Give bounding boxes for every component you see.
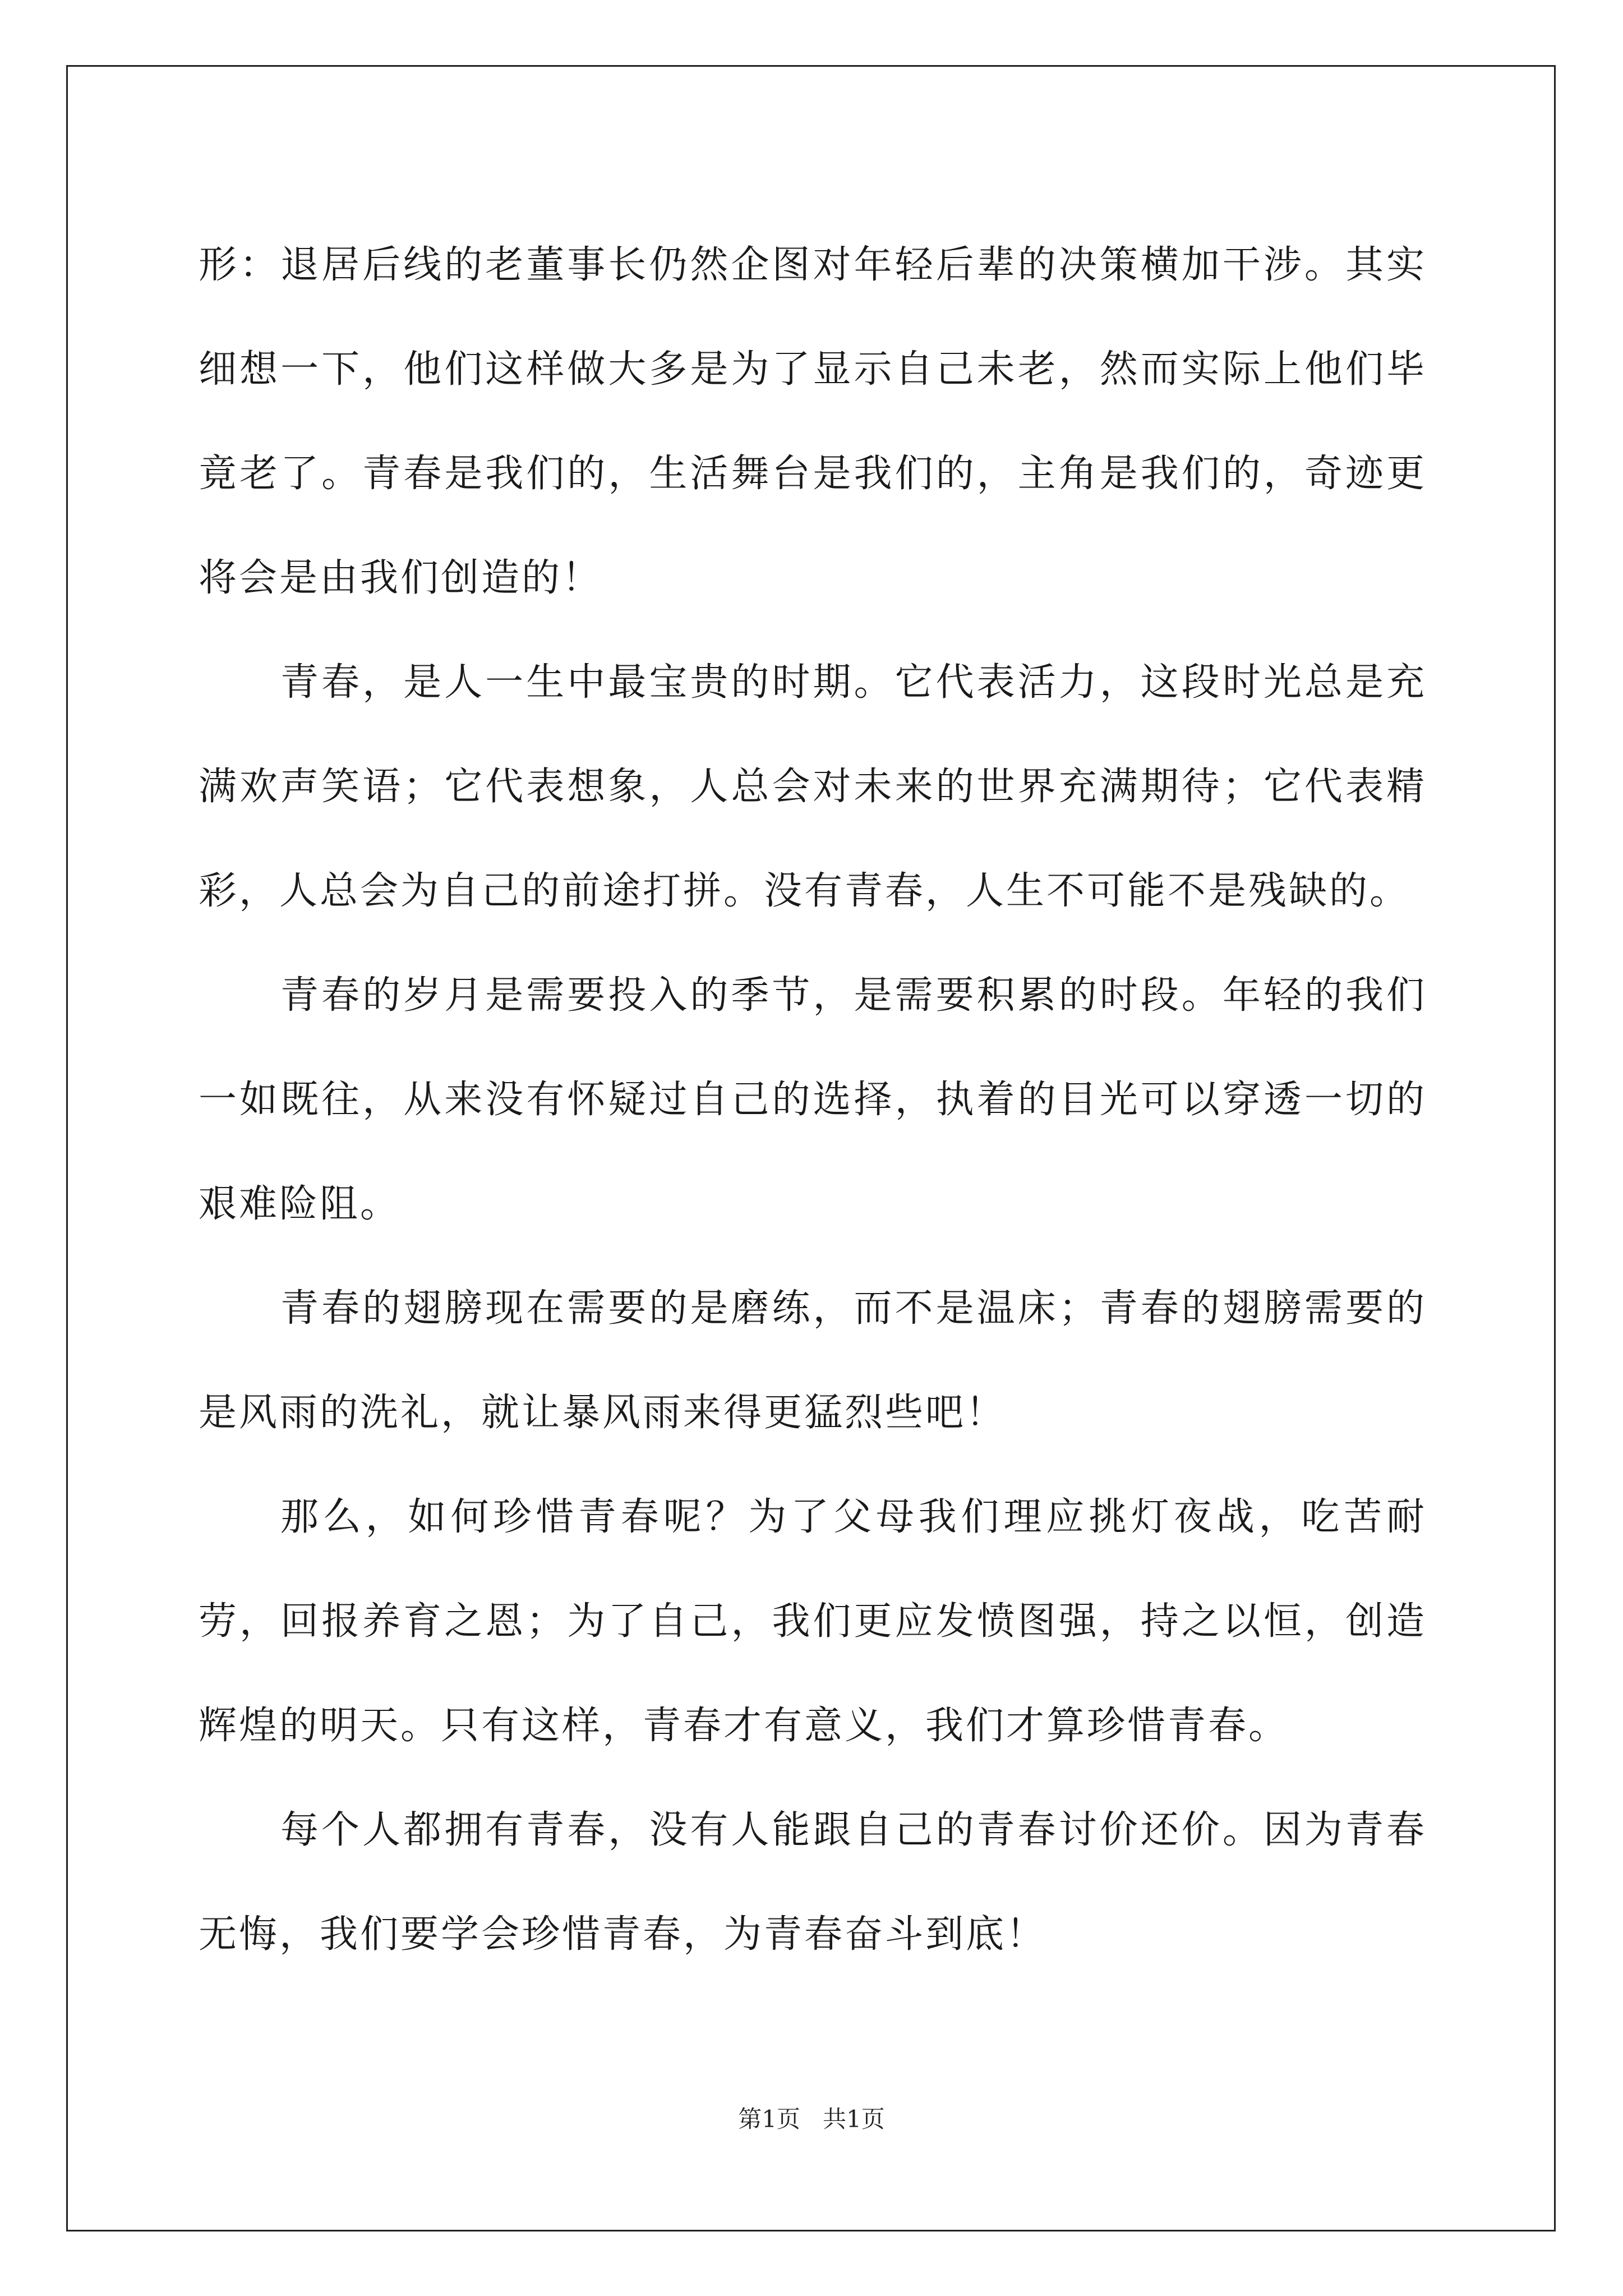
paragraph-6: 每个人都拥有青春，没有人能跟自己的青春讨价还价。因为青春无悔，我们要学会珍惜青春，为青春奋斗到底！ <box>199 1808 1427 1957</box>
paragraph-3: 青春的岁月是需要投入的季节，是需要积累的时段。年轻的我们一如既往，从来没有怀疑过自己的选择，执着的目光可以穿透一切的艰难险阻。 <box>199 973 1427 1226</box>
document-body <box>199 213 1427 1987</box>
paragraph-4: 青春的翅膀现在需要的是磨练，而不是温床；青春的翅膀需要的是风雨的洗礼，就让暴风雨来得更猛烈些吧！ <box>199 1286 1427 1435</box>
page-total: 共1页 <box>823 2105 885 2133</box>
paragraph-1: 形：退居后线的老董事长仍然企图对年轻后辈的决策横加干涉。其实细想一下，他们这样做大多是为了显示自己未老，然而实际上他们毕竟老了。青春是我们的，生活舞台是我们的，主角是我们的，奇迹更将会是由我们创造的！ <box>199 243 1427 600</box>
page-number: 第1页 <box>738 2105 800 2133</box>
paragraph-5: 那么，如何珍惜青春呢？为了父母我们理应挑灯夜战，吃苦耐劳，回报养育之恩；为了自己，我们更应发愤图强，持之以恒，创造辉煌的明天。只有这样，青春才有意义，我们才算珍惜青春。 <box>199 1495 1427 1748</box>
paragraph-2: 青春，是人一生中最宝贵的时期。它代表活力，这段时光总是充满欢声笑语；它代表想象，人总会对未来的世界充满期待；它代表精彩，人总会为自己的前途打拼。没有青春，人生不可能不是残缺的。 <box>199 660 1427 913</box>
page-footer <box>0 2101 1623 2134</box>
